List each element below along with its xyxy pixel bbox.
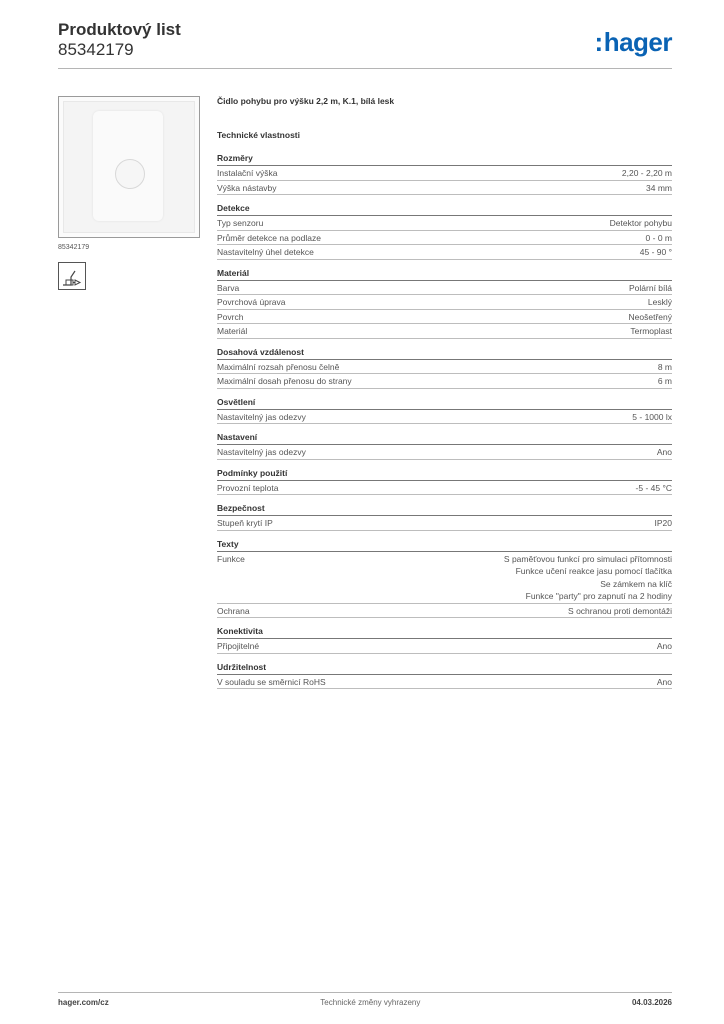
spec-section <box>217 468 672 496</box>
spec-value <box>504 553 672 603</box>
spec-row <box>217 481 672 496</box>
spec-value-line: 8 m <box>657 361 672 372</box>
hager-logo[interactable] <box>595 28 672 56</box>
section-title: Materiál <box>217 268 672 281</box>
spec-section <box>217 626 672 654</box>
spec-label: Maximální rozsah přenosu čelně <box>217 361 340 372</box>
product-name: Čidlo pohybu pro výšku 2,2 m, K.1, bílá lesk <box>217 96 395 106</box>
spec-value-line: IP20 <box>654 518 672 528</box>
spec-label: V souladu se směrnicí RoHS <box>217 676 326 687</box>
spec-label: Maximální dosah přenosu do strany <box>217 376 352 386</box>
spec-value-line: Detektor pohybu <box>609 218 672 228</box>
footer-date: 04.03.2026 <box>631 998 672 1007</box>
spec-value <box>657 446 672 459</box>
spec-value <box>658 361 672 374</box>
spec-value <box>646 232 672 245</box>
section-title: Nastavení <box>217 432 672 445</box>
product-code: 85342179 <box>58 40 134 59</box>
spec-value-line: Ano <box>656 641 672 651</box>
spec-row <box>217 374 672 389</box>
spec-label: Nastavitelný úhel detekce <box>217 247 314 257</box>
logo-text: hager <box>603 27 672 57</box>
spec-value-line: 6 m <box>657 376 672 386</box>
footer-website-link[interactable]: hager.com/cz <box>58 998 109 1007</box>
spec-value <box>657 640 672 653</box>
spec-value <box>636 482 672 495</box>
spec-row <box>217 639 672 654</box>
spec-value-line: 0 - 0 m <box>645 232 672 243</box>
spec-label: Typ senzoru <box>217 218 264 228</box>
spec-label: Nastavitelný jas odezvy <box>217 447 306 457</box>
spec-label: Povrch <box>217 311 244 322</box>
spec-label: Průměr detekce na podlaze <box>217 232 321 243</box>
spec-row <box>217 360 672 375</box>
spec-section <box>217 347 672 389</box>
spec-value <box>632 411 672 424</box>
spec-value-line: 45 - 90 ° <box>639 247 672 257</box>
spec-row <box>217 516 672 531</box>
spec-section <box>217 397 672 425</box>
section-title: Rozměry <box>217 153 672 166</box>
spec-value-line: S ochranou proti demontáži <box>568 605 672 616</box>
tech-properties-title: Technické vlastnosti <box>217 130 300 140</box>
document-title: Produktový list <box>58 20 181 39</box>
spec-sections <box>217 153 672 689</box>
footer-disclaimer: Technické změny vyhrazeny <box>320 998 421 1007</box>
spec-section <box>217 268 672 339</box>
spec-value <box>610 217 672 230</box>
section-title: Bezpečnost <box>217 503 672 516</box>
spec-row <box>217 281 672 296</box>
spec-label: Připojitelné <box>217 641 260 651</box>
spec-section <box>217 432 672 460</box>
section-title: Texty <box>217 539 672 552</box>
spec-row <box>217 216 672 231</box>
spec-value <box>657 676 672 689</box>
spec-section <box>217 503 672 531</box>
spec-row <box>217 324 672 339</box>
spec-value-line: Lesklý <box>647 297 672 307</box>
spec-label: Ochrana <box>217 605 250 616</box>
spec-value-line: S paměťovou funkcí pro simulaci přítomnosti <box>503 553 672 564</box>
section-title: Dosahová vzdálenost <box>217 347 672 360</box>
spec-value-line: 34 mm <box>646 182 672 193</box>
spec-label: Provozní teplota <box>217 482 279 493</box>
spec-row <box>217 410 672 425</box>
spec-label: Povrchová úprava <box>217 297 286 307</box>
spec-row <box>217 166 672 181</box>
product-image <box>58 96 200 238</box>
spec-value-line: Ano <box>656 447 672 457</box>
spec-label: Materiál <box>217 326 248 336</box>
spec-label: Instalační výška <box>217 168 278 178</box>
document-header <box>58 20 181 60</box>
logo-dots: : <box>594 27 603 57</box>
spec-label: Výška nástavby <box>217 182 277 193</box>
spec-value <box>568 605 672 618</box>
spec-row <box>217 552 672 604</box>
spec-value-line: Ano <box>656 676 672 687</box>
spec-value-line: -5 - 45 °C <box>635 482 672 493</box>
spec-row <box>217 181 672 196</box>
spec-row <box>217 604 672 619</box>
spec-value-line: Se zámkem na klíč <box>600 578 672 589</box>
spec-section <box>217 203 672 260</box>
mounting-symbol-icon <box>58 262 86 290</box>
spec-value <box>640 246 672 259</box>
spec-row <box>217 231 672 246</box>
spec-row <box>217 310 672 325</box>
document-footer <box>58 992 672 1007</box>
spec-row <box>217 295 672 310</box>
section-title: Detekce <box>217 203 672 216</box>
section-title: Konektivita <box>217 626 672 639</box>
spec-value-line: Polární bílá <box>629 282 672 293</box>
spec-value <box>630 325 672 338</box>
spec-value-line: Termoplast <box>630 326 672 336</box>
spec-section <box>217 662 672 690</box>
spec-value-line: Funkce učení reakce jasu pomocí tlačítka <box>515 566 672 576</box>
spec-value <box>622 167 672 180</box>
spec-value-line: 2,20 - 2,20 m <box>621 168 672 178</box>
spec-value <box>646 182 672 195</box>
spec-value-line: 5 - 1000 lx <box>632 411 672 422</box>
spec-value <box>658 375 672 388</box>
spec-value <box>629 282 672 295</box>
spec-value <box>629 311 672 324</box>
section-title: Udržitelnost <box>217 662 672 675</box>
section-title: Osvětlení <box>217 397 672 410</box>
spec-value-line: Neošetřený <box>628 311 672 322</box>
spec-label: Funkce <box>217 553 245 564</box>
spec-row <box>217 445 672 460</box>
spec-section <box>217 153 672 195</box>
spec-value-line: Funkce "party" pro zapnutí na 2 hodiny <box>525 591 672 601</box>
product-image-lens <box>115 159 145 189</box>
spec-label: Nastavitelný jas odezvy <box>217 411 306 422</box>
spec-row <box>217 245 672 260</box>
spec-value <box>655 517 673 530</box>
spec-label: Barva <box>217 282 240 293</box>
spec-label: Stupeň krytí IP <box>217 518 273 528</box>
spec-value <box>648 296 672 309</box>
header-divider <box>58 68 672 69</box>
section-title: Podmínky použití <box>217 468 672 481</box>
image-caption: 85342179 <box>58 244 90 251</box>
spec-section <box>217 539 672 619</box>
spec-row <box>217 675 672 690</box>
spec-content <box>217 95 672 697</box>
